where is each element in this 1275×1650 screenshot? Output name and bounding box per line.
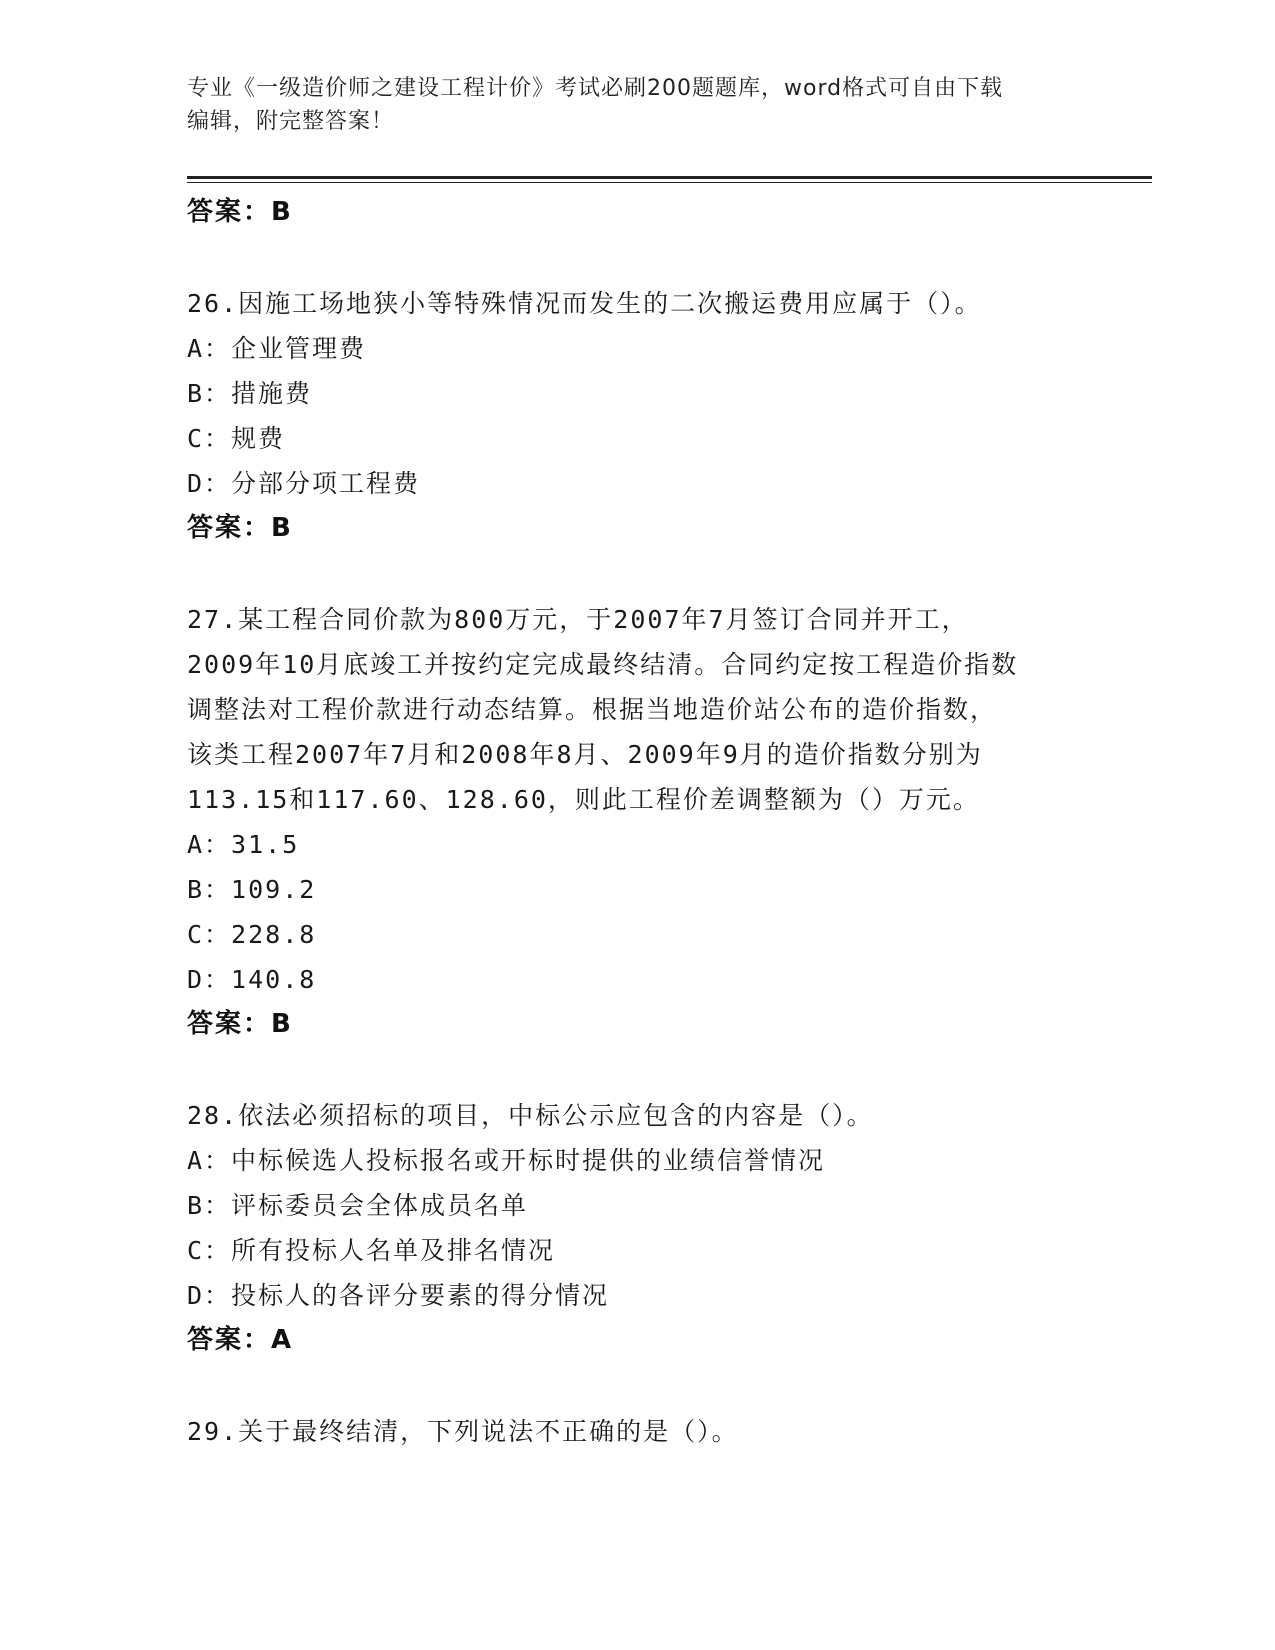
- previous-answer: 答案：B: [187, 197, 293, 227]
- option-b: B：109.2: [187, 875, 317, 904]
- option-c: C：规费: [187, 424, 286, 453]
- question-stem-line-1: 27.某工程合同价款为800万元，于2007年7月签订合同并开工，: [187, 605, 969, 634]
- question-stem-line-2: 2009年10月底竣工并按约定完成最终结清。合同约定按工程造价指数: [187, 650, 1019, 679]
- question-stem: 28.依法必须招标的项目，中标公示应包含的内容是（）。: [187, 1101, 874, 1130]
- answer: 答案：B: [187, 1009, 293, 1039]
- answer: 答案：A: [187, 1325, 294, 1355]
- question-stem-line-3: 调整法对工程价款进行动态结算。根据当地造价站公布的造价指数，: [187, 695, 998, 724]
- option-a: A：中标候选人投标报名或开标时提供的业绩信誉情况: [187, 1146, 826, 1175]
- question-stem-line-4: 该类工程2007年7月和2008年8月、2009年9月的造价指数分别为: [187, 740, 983, 769]
- question-27: [187, 597, 1087, 1047]
- question-stem: 29.关于最终结清，下列说法不正确的是（）。: [187, 1417, 739, 1446]
- question-list: [187, 190, 1087, 1454]
- option-b: B：措施费: [187, 379, 313, 408]
- option-c: C：所有投标人名单及排名情况: [187, 1236, 556, 1265]
- option-b: B：评标委员会全体成员名单: [187, 1191, 529, 1220]
- answer: 答案：B: [187, 513, 293, 543]
- question-26: [187, 281, 1087, 551]
- header-line-2: 编辑，附完整答案！: [187, 109, 395, 134]
- question-29: [187, 1409, 1087, 1454]
- option-a: A：31.5: [187, 830, 300, 859]
- question-28: [187, 1093, 1087, 1363]
- option-d: D：投标人的各评分要素的得分情况: [187, 1281, 610, 1310]
- option-d: D：分部分项工程费: [187, 469, 421, 498]
- option-c: C：228.8: [187, 920, 317, 949]
- option-d: D：140.8: [187, 965, 317, 994]
- option-a: A：企业管理费: [187, 334, 367, 363]
- question-stem-line-5: 113.15和117.60、128.60，则此工程价差调整额为（）万元。: [187, 785, 980, 814]
- header-line-1: 专业《一级造价师之建设工程计价》考试必刷200题题库，word格式可自由下载: [187, 76, 1004, 101]
- document-header: [187, 72, 1087, 138]
- header-rule-thin: [187, 182, 1152, 183]
- header-rule-thick: [187, 176, 1152, 179]
- question-stem: 26.因施工场地狭小等特殊情况而发生的二次搬运费用应属于（）。: [187, 289, 982, 318]
